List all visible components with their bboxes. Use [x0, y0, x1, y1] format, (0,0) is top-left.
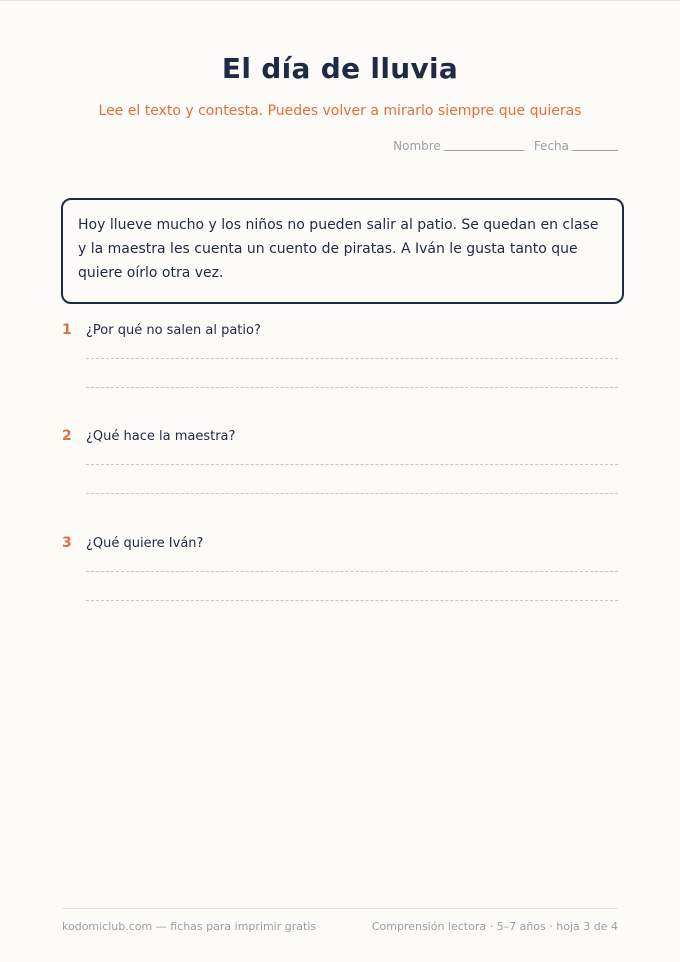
- question-text: ¿Por qué no salen al patio?: [86, 323, 261, 338]
- answer-line[interactable]: [86, 493, 618, 494]
- answer-line[interactable]: [86, 387, 618, 388]
- footer-site: kodomiclub.com — fichas para imprimir gratis: [62, 920, 317, 933]
- worksheet-title: El día de lluvia: [221, 52, 459, 85]
- name-label: Nombre: [393, 139, 441, 153]
- footer-divider: [62, 908, 618, 909]
- answer-line[interactable]: [86, 464, 618, 465]
- answer-line[interactable]: [86, 358, 618, 359]
- question-number: 1: [62, 322, 72, 338]
- question-text: ¿Qué quiere Iván?: [86, 536, 204, 551]
- name-blank[interactable]: [444, 150, 524, 151]
- date-label: Fecha: [533, 139, 569, 153]
- footer-page-info: Comprensión lectora · 5–7 años · hoja 3 de 4: [371, 920, 618, 933]
- question-number: 2: [62, 428, 72, 444]
- question-number: 3: [62, 535, 72, 551]
- answer-line[interactable]: [86, 600, 618, 601]
- question-1: [62, 322, 618, 388]
- answer-line[interactable]: [86, 571, 618, 572]
- date-blank[interactable]: [572, 150, 618, 151]
- top-divider: [0, 0, 680, 1]
- question-text: ¿Qué hace la maestra?: [86, 429, 236, 444]
- worksheet-instructions: Lee el texto y contesta. Puedes volver a mirarlo siempre que quieras: [98, 103, 582, 119]
- question-2: [62, 428, 618, 494]
- student-info: [393, 139, 618, 153]
- question-3: [62, 535, 618, 601]
- reading-passage: Hoy llueve mucho y los niños no pueden salir al patio. Se quedan en clase y la maestra les cuenta un cuento de piratas. A Iván le gusta tanto que quiere oírlo otra vez.: [61, 198, 624, 304]
